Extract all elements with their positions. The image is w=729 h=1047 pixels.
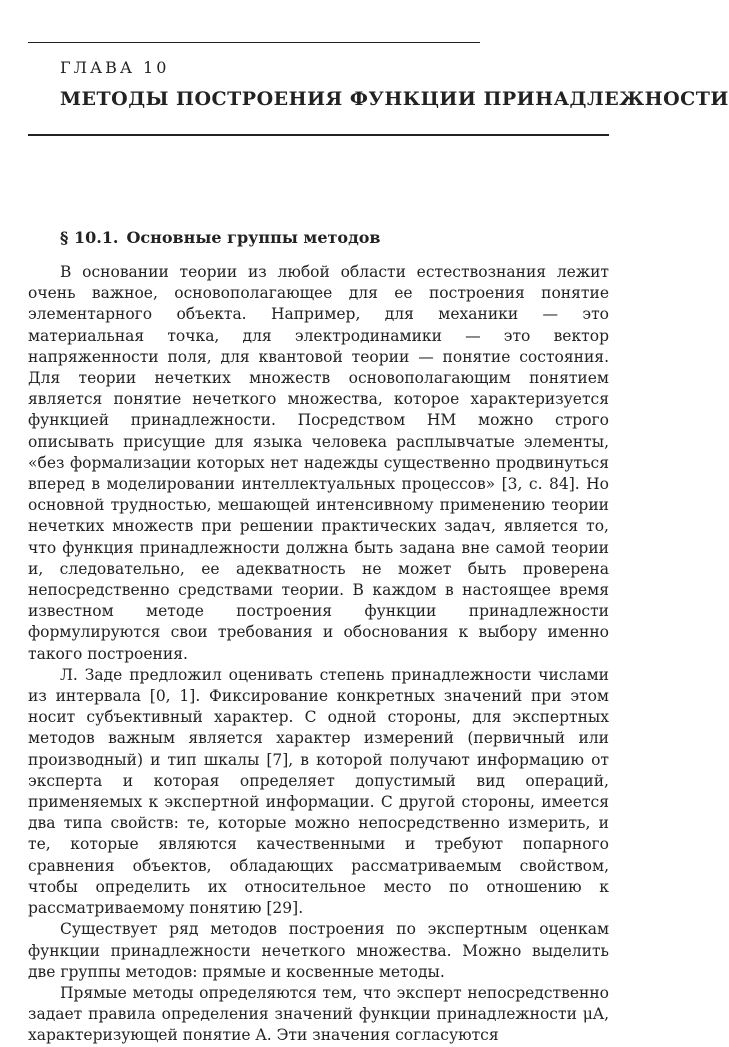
paragraph: В основании теории из любой области естествознания лежит очень важное, основополагающее для ее построения понятие элементарного объекта. Например, для механики — это материальная точка, для электродинамики — это вектор напряженности поля, для квантовой теории — понятие состояния. Для теории нечетких множеств основополагающим понятием является понятие нечеткого множества, которое характеризуется функцией принадлежности. Посредством НМ можно строго описывать присущие для языка человека расплывчатые элементы, «без формализации которых нет надежды существенно продвинуться вперед в моделировании интеллектуальных процессов» [3, с. 84]. Но основной трудностью, мешающей интенсивному применению теории нечетких множеств при решении практических задач, является то, что функция принадлежности должна быть задана вне самой теории и, следовательно, ее адекватность не может быть проверена непосредственно средствами теории. В каждом в настоящее время известном методе построения функции принадлежности формулируются свои требования и обоснования к выбору именно такого построения. <box>28 263 609 663</box>
paragraph: Л. Заде предложил оценивать степень принадлежности числами из интервала [0, 1]. Фиксирование конкретных значений при этом носит субъективный характер. С одной стороны, для экспертных методов важным является характер измерений (первичный или производный) и тип шкалы [7], в которой получают информацию от эксперта и которая определяет допустимый вид операций, применяемых к экспертной информации. С другой стороны, имеется два типа свойств: те, которые можно непосредственно измерить, и те, которые являются качественными и требуют попарного сравнения объектов, обладающих рассматриваемым свойством, чтобы определить их относительное место по отношению к рассматриваемому понятию [29]. <box>28 665 609 918</box>
top-rule <box>28 42 480 43</box>
paragraph: Существует ряд методов построения по экспертным оценкам функции принадлежности нечеткого множества. Можно выделить две группы методов: прямые и косвенные методы. <box>28 920 609 981</box>
section-number: § 10.1. <box>60 228 119 247</box>
chapter-label: ГЛАВА 10 <box>60 58 170 77</box>
section-title: Основные группы методов <box>126 228 381 247</box>
chapter-title: МЕТОДЫ ПОСТРОЕНИЯ ФУНКЦИИ ПРИНАДЛЕЖНОСТИ <box>60 88 729 110</box>
paragraph: Прямые методы определяются тем, что эксперт непосредственно задает правила определения значений функции принадлежности μA, характеризующей понятие A. Эти значения согласуются <box>28 983 609 1045</box>
body-text <box>28 262 609 1047</box>
bottom-rule <box>28 134 609 136</box>
section-heading <box>60 228 381 247</box>
